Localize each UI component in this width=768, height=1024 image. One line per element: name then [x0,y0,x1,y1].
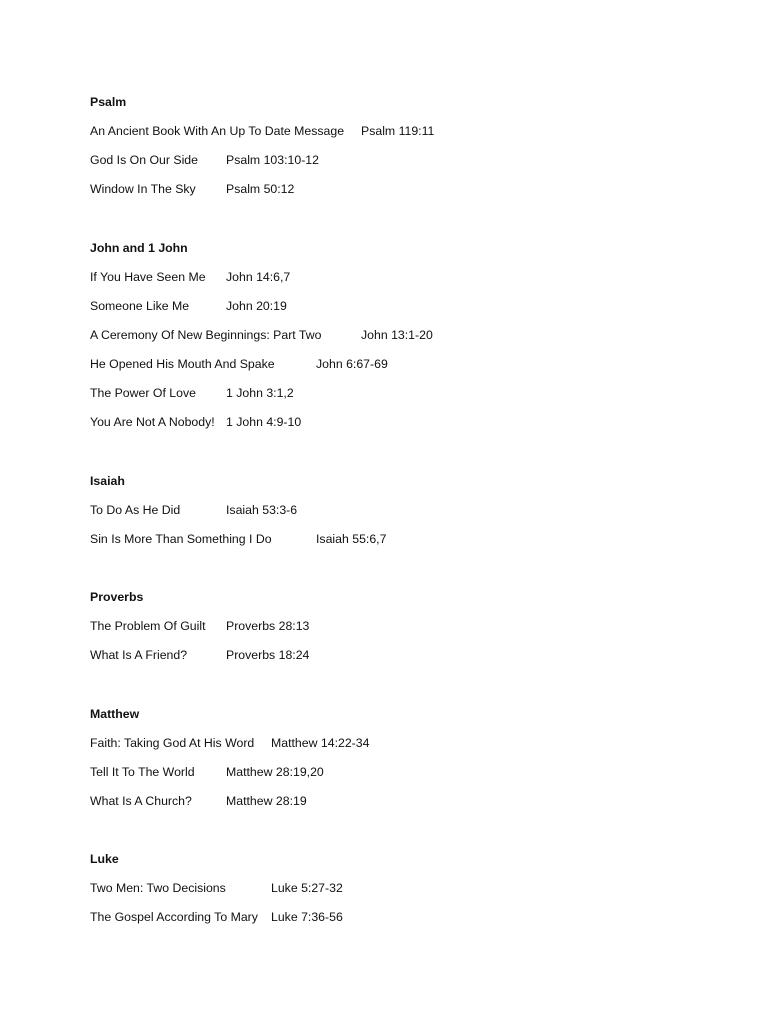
scripture-reference: John 14:6,7 [226,270,291,284]
sermon-title: You Are Not A Nobody! [90,415,215,429]
sermon-title: God Is On Our Side [90,153,198,167]
sermon-title: Someone Like Me [90,299,190,313]
section-heading-john: John and 1 John [90,241,188,255]
sermon-title: Window In The Sky [90,182,196,196]
scripture-reference: Proverbs 28:13 [226,619,310,633]
sermon-title: To Do As He Did [90,503,181,517]
scripture-reference: 1 John 3:1,2 [226,386,294,400]
section-heading-proverbs: Proverbs [90,590,144,604]
sermon-title: If You Have Seen Me [90,270,206,284]
scripture-reference: Matthew 14:22-34 [271,736,370,750]
section-heading-matthew: Matthew [90,707,140,721]
sermon-title: He Opened His Mouth And Spake [90,357,275,371]
scripture-reference: John 6:67-69 [316,357,388,371]
scripture-reference: Psalm 119:11 [361,124,435,138]
scripture-reference: John 20:19 [226,299,287,313]
sermon-title: Two Men: Two Decisions [90,881,226,895]
sermon-title: What Is A Church? [90,794,192,808]
scripture-reference: 1 John 4:9-10 [226,415,302,429]
scripture-reference: Psalm 103:10-12 [226,153,319,167]
sermon-title: The Gospel According To Mary [90,910,258,924]
section-heading-luke: Luke [90,852,119,866]
sermon-title: A Ceremony Of New Beginnings: Part Two [90,328,322,342]
scripture-reference: Matthew 28:19,20 [226,765,324,779]
sermon-title: Tell It To The World [90,765,195,779]
scripture-reference: Luke 7:36-56 [271,910,343,924]
scripture-reference: Isaiah 55:6,7 [316,532,387,546]
section-heading-psalm: Psalm [90,95,127,109]
sermon-title: What Is A Friend? [90,648,188,662]
scripture-reference: Matthew 28:19 [226,794,307,808]
scripture-reference: Psalm 50:12 [226,182,295,196]
scripture-reference: Isaiah 53:3-6 [226,503,298,517]
sermon-title: An Ancient Book With An Up To Date Message [90,124,345,138]
scripture-reference: Proverbs 18:24 [226,648,310,662]
scripture-reference: John 13:1-20 [361,328,433,342]
sermon-title: The Power Of Love [90,386,196,400]
sermon-title: Faith: Taking God At His Word [90,736,255,750]
sermon-title: Sin Is More Than Something I Do [90,532,272,546]
sermon-title: The Problem Of Guilt [90,619,206,633]
scripture-reference: Luke 5:27-32 [271,881,343,895]
section-heading-isaiah: Isaiah [90,474,125,488]
